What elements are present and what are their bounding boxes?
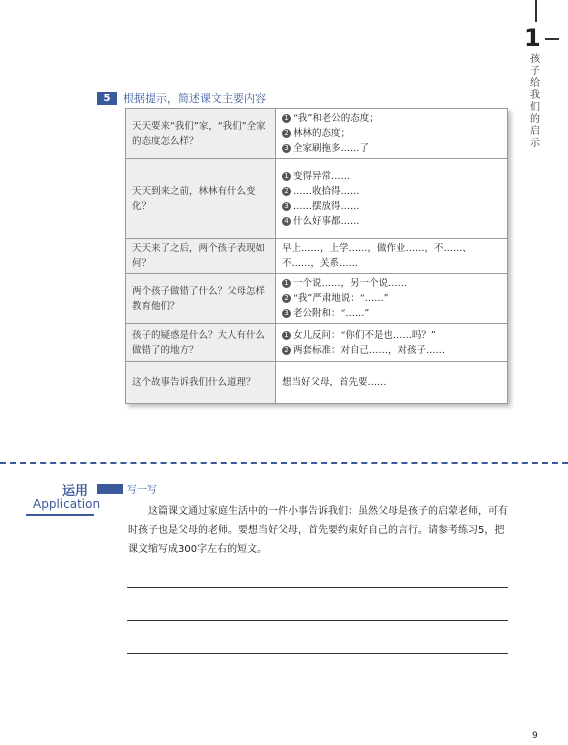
answer-text: 早上……，上学……，做作业……，不……、不……，关系……	[282, 243, 473, 269]
answer-number-badge: 1	[282, 279, 291, 288]
answer-number-badge: 2	[282, 129, 291, 138]
answer-number-badge: 3	[282, 144, 291, 153]
writing-line	[127, 587, 508, 588]
answer-text: 两套标准：对自己……，对孩子……	[293, 344, 446, 356]
answer-line	[282, 375, 501, 390]
summary-table-body	[126, 109, 508, 404]
answer-line	[282, 111, 501, 126]
summary-answers	[276, 274, 508, 324]
answer-line	[282, 241, 501, 271]
answer-number-badge: 4	[282, 217, 291, 226]
summary-question: 天天要来“我们”家，“我们”全家的态度怎么样？	[126, 109, 276, 159]
chapter-side-line	[535, 0, 537, 22]
answer-text: 老公附和：“……”	[293, 308, 370, 319]
application-instructions: 这篇课文通过家庭生活中的一件小事告诉我们：虽然父母是孩子的启蒙老师，可有时孩子也是父母的老师。要想当好父母，首先要约束好自己的言行。请参考练习5，把课文缩写成300字左右的短文。	[128, 506, 508, 555]
answer-line	[282, 343, 501, 358]
answer-line	[282, 199, 501, 214]
summary-answers	[276, 324, 508, 362]
application-label-en: Application	[33, 497, 101, 511]
summary-table	[125, 108, 508, 404]
summary-row	[126, 239, 508, 274]
application-underline	[26, 514, 94, 516]
answer-text: 想当好父母，首先要……	[282, 377, 387, 388]
summary-question: 孩子的疑惑是什么？大人有什么做错了的地方？	[126, 324, 276, 362]
summary-row	[126, 324, 508, 362]
application-label-cn: 运用	[62, 484, 89, 499]
application-subtitle-bar	[97, 484, 123, 494]
answer-line	[282, 291, 501, 306]
summary-answers	[276, 159, 508, 239]
answer-number-badge: 2	[282, 346, 291, 355]
answer-line	[282, 169, 501, 184]
chapter-dash	[545, 38, 559, 40]
answer-number-badge: 2	[282, 187, 291, 196]
section-5-header	[97, 91, 266, 105]
answer-text: 全家刷拖多……了	[293, 143, 370, 154]
chapter-title: 孩子给我们的启示	[530, 54, 540, 149]
summary-answers	[276, 109, 508, 159]
summary-question: 两个孩子做错了什么？父母怎样教育他们？	[126, 274, 276, 324]
summary-row	[126, 159, 508, 239]
answer-line	[282, 141, 501, 156]
dashed-separator	[0, 462, 568, 464]
chapter-number: 1	[524, 24, 541, 52]
answer-text: ……摆放得……	[293, 200, 360, 212]
answer-line	[282, 276, 501, 291]
answer-number-badge: 1	[282, 114, 291, 123]
section-5-number: 5	[97, 92, 117, 105]
summary-answers	[276, 239, 508, 274]
answer-text: “我”和老公的态度；	[293, 113, 379, 124]
answer-line	[282, 328, 501, 343]
answer-line	[282, 214, 501, 229]
answer-line	[282, 126, 501, 141]
summary-row	[126, 109, 508, 159]
summary-question: 天天到来之前，林林有什么变化？	[126, 159, 276, 239]
writing-line	[127, 653, 508, 654]
answer-line	[282, 306, 501, 321]
answer-text: “我”严肃地说：“……”	[293, 293, 389, 304]
summary-row	[126, 274, 508, 324]
answer-number-badge: 3	[282, 309, 291, 318]
section-5-title: 根据提示，简述课文主要内容	[123, 92, 266, 105]
answer-number-badge: 1	[282, 331, 291, 340]
answer-text: 女儿反问：“你们不是也……吗？”	[293, 329, 436, 341]
answer-text: 林林的态度；	[293, 128, 351, 139]
application-subtitle: 写一写	[127, 485, 157, 496]
writing-line	[127, 620, 508, 621]
answer-text: 一个说……，另一个说……	[293, 278, 408, 289]
summary-row	[126, 362, 508, 404]
summary-answers	[276, 362, 508, 404]
summary-question: 这个故事告诉我们什么道理？	[126, 362, 276, 404]
answer-text: ……收拾得……	[293, 185, 360, 197]
summary-question: 天天来了之后，两个孩子表现如何？	[126, 239, 276, 274]
page-number: 9	[532, 731, 538, 741]
answer-text: 变得异常……	[293, 170, 351, 182]
answer-line	[282, 184, 501, 199]
answer-number-badge: 1	[282, 172, 291, 181]
answer-number-badge: 3	[282, 202, 291, 211]
answer-number-badge: 2	[282, 294, 291, 303]
answer-text: 什么好事都……	[293, 215, 360, 227]
